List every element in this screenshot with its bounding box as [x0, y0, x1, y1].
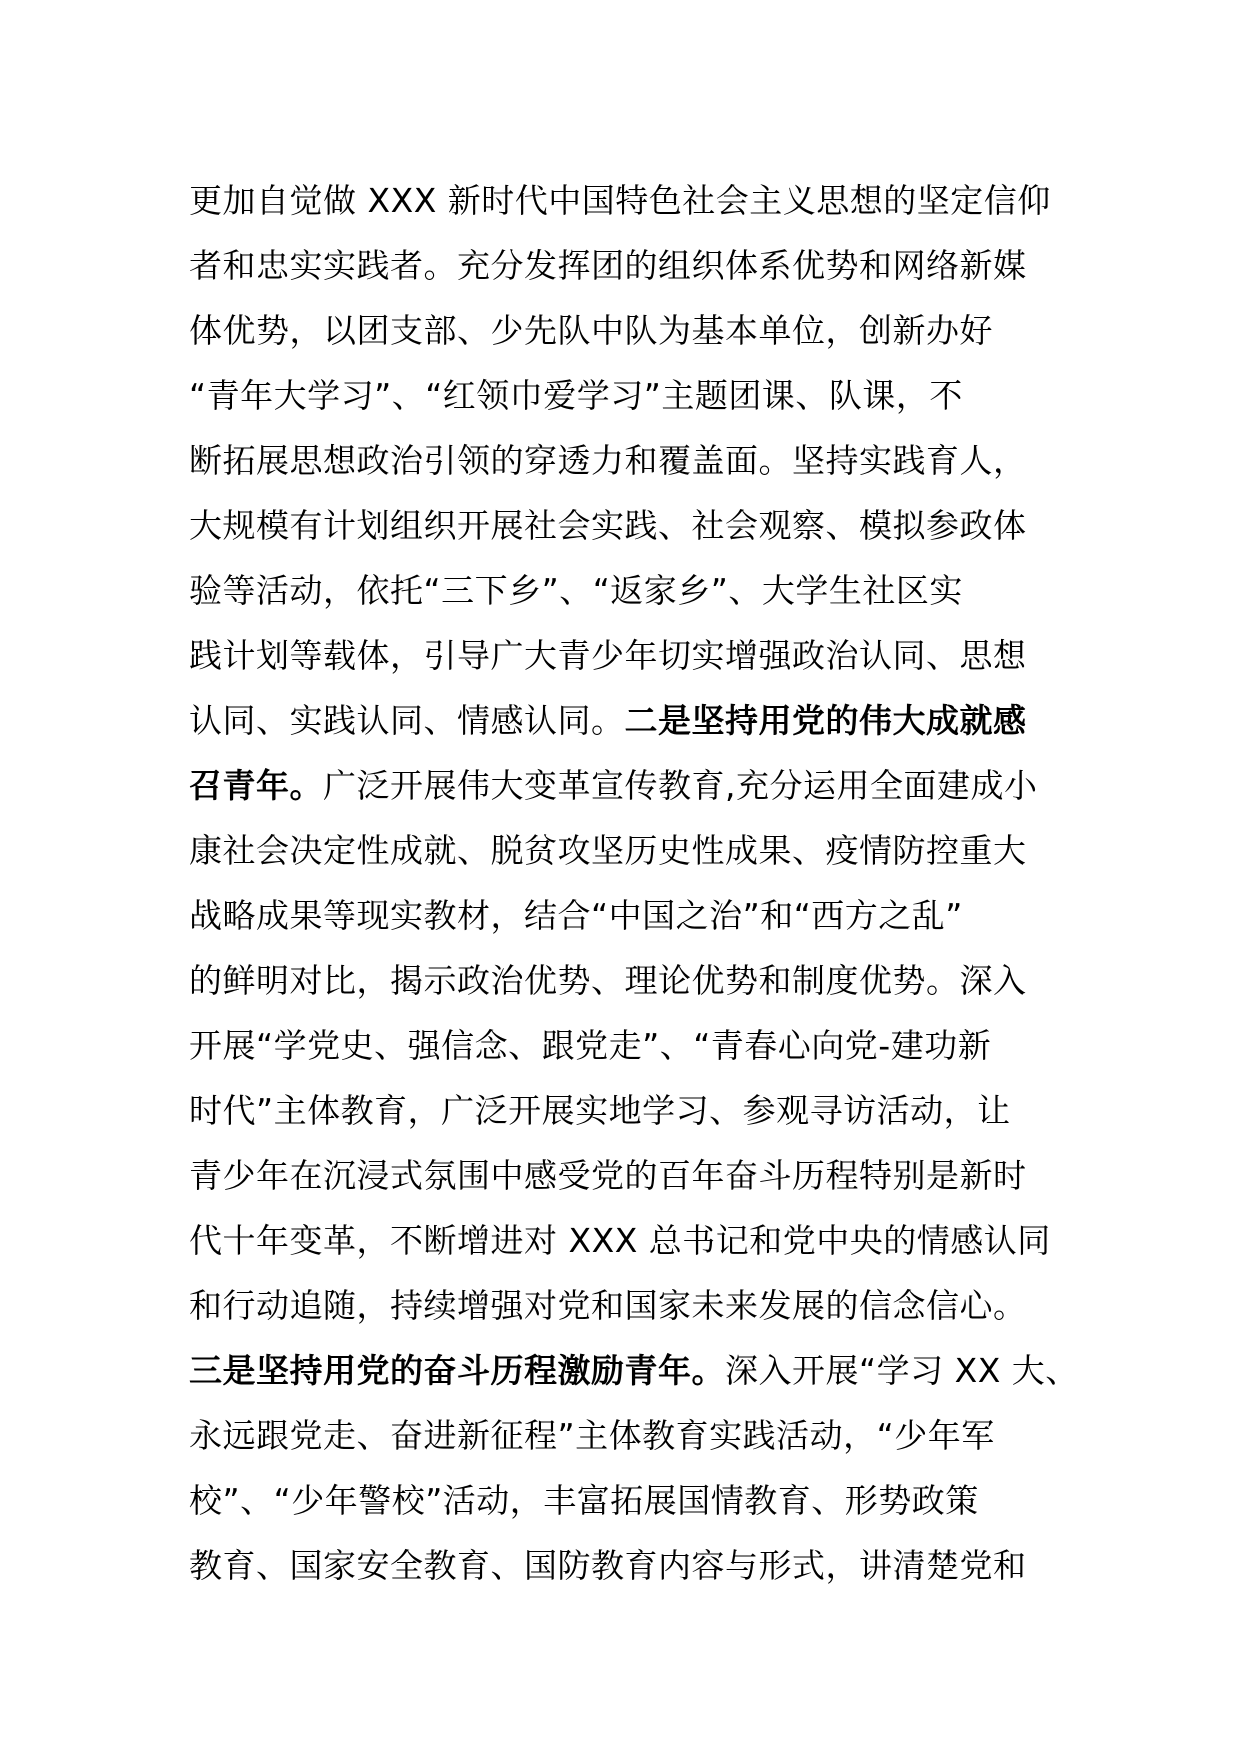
- line-text: 践计划等载体，引导广大青少年切实增强政治认同、思想: [189, 636, 1027, 675]
- line-text: 校”、“少年警校”活动，丰富拓展国情教育、形势政策: [189, 1481, 979, 1520]
- text-line: [189, 558, 1069, 623]
- line-text: 者和忠实实践者。充分发挥团的组织体系优势和网络新媒: [189, 246, 1027, 285]
- text-line: [189, 1403, 1069, 1468]
- line-text: 代十年变革，不断增进对 XXX 总书记和党中央的情感认同: [189, 1221, 1051, 1260]
- text-line: [189, 688, 1069, 753]
- text-line: [189, 1208, 1069, 1273]
- text-line: [189, 818, 1069, 883]
- text-line: [189, 1013, 1069, 1078]
- text-line: [189, 363, 1069, 428]
- line-text: 青少年在沉浸式氛围中感受党的百年奋斗历程特别是新时: [189, 1156, 1027, 1195]
- line-text: 大规模有计划组织开展社会实践、社会观察、模拟参政体: [189, 506, 1027, 545]
- line-text: “青年大学习”、“红领巾爱学习”主题团课、队课，不: [189, 376, 963, 415]
- line-text: 开展“学党史、强信念、跟党走”、“青春心向党-建功新: [189, 1026, 992, 1065]
- line-text: 的鲜明对比，揭示政治优势、理论优势和制度优势。深入: [189, 961, 1027, 1000]
- text-line: [189, 1273, 1069, 1338]
- text-line: [189, 1338, 1079, 1403]
- line-text: 验等活动，依托“三下乡”、“返家乡”、大学生社区实: [189, 571, 963, 610]
- line-text: 康社会决定性成就、脱贫攻坚历史性成果、疫情防控重大: [189, 831, 1027, 870]
- line-text: 广泛开展伟大变革宣传教育,充分运用全面建成小: [323, 766, 1038, 805]
- text-line: [189, 233, 1069, 298]
- text-line: [189, 948, 1069, 1013]
- text-line: [189, 168, 1069, 233]
- text-line: [189, 753, 1069, 818]
- section-heading-two: 二是坚持用党的伟大成就感: [624, 701, 1027, 740]
- text-line: [189, 1078, 1069, 1143]
- line-text: 断拓展思想政治引领的穿透力和覆盖面。坚持实践育人，: [189, 441, 1027, 480]
- text-line: [189, 1143, 1069, 1208]
- line-text: 深入开展“学习 XX 大、: [725, 1351, 1079, 1390]
- line-text: 和行动追随，持续增强对党和国家未来发展的信念信心。: [189, 1286, 1027, 1325]
- section-heading-two-end: 召青年。: [189, 766, 323, 805]
- line-text: 时代”主体教育，广泛开展实地学习、参观寻访活动，让: [189, 1091, 1011, 1130]
- text-line: [189, 883, 1069, 948]
- body-text: [189, 168, 1079, 1598]
- text-line: [189, 298, 1069, 363]
- line-text: 更加自觉做 XXX 新时代中国特色社会主义思想的坚定信仰: [189, 181, 1051, 220]
- line-text: 教育、国家安全教育、国防教育内容与形式，讲清楚党和: [189, 1546, 1027, 1585]
- text-line: [189, 1533, 1069, 1598]
- line-text: 体优势，以团支部、少先队中队为基本单位，创新办好: [189, 311, 993, 350]
- section-heading-three: 三是坚持用党的奋斗历程激励青年。: [189, 1351, 725, 1390]
- text-line: [189, 493, 1069, 558]
- line-text: 认同、实践认同、情感认同。: [189, 701, 625, 740]
- text-line: [189, 428, 1069, 493]
- text-line: [189, 1468, 1069, 1533]
- text-line: [189, 623, 1069, 688]
- line-text: 永远跟党走、奋进新征程”主体教育实践活动，“少年军: [189, 1416, 995, 1455]
- line-text: 战略成果等现实教材，结合“中国之治”和“西方之乱”: [189, 896, 963, 935]
